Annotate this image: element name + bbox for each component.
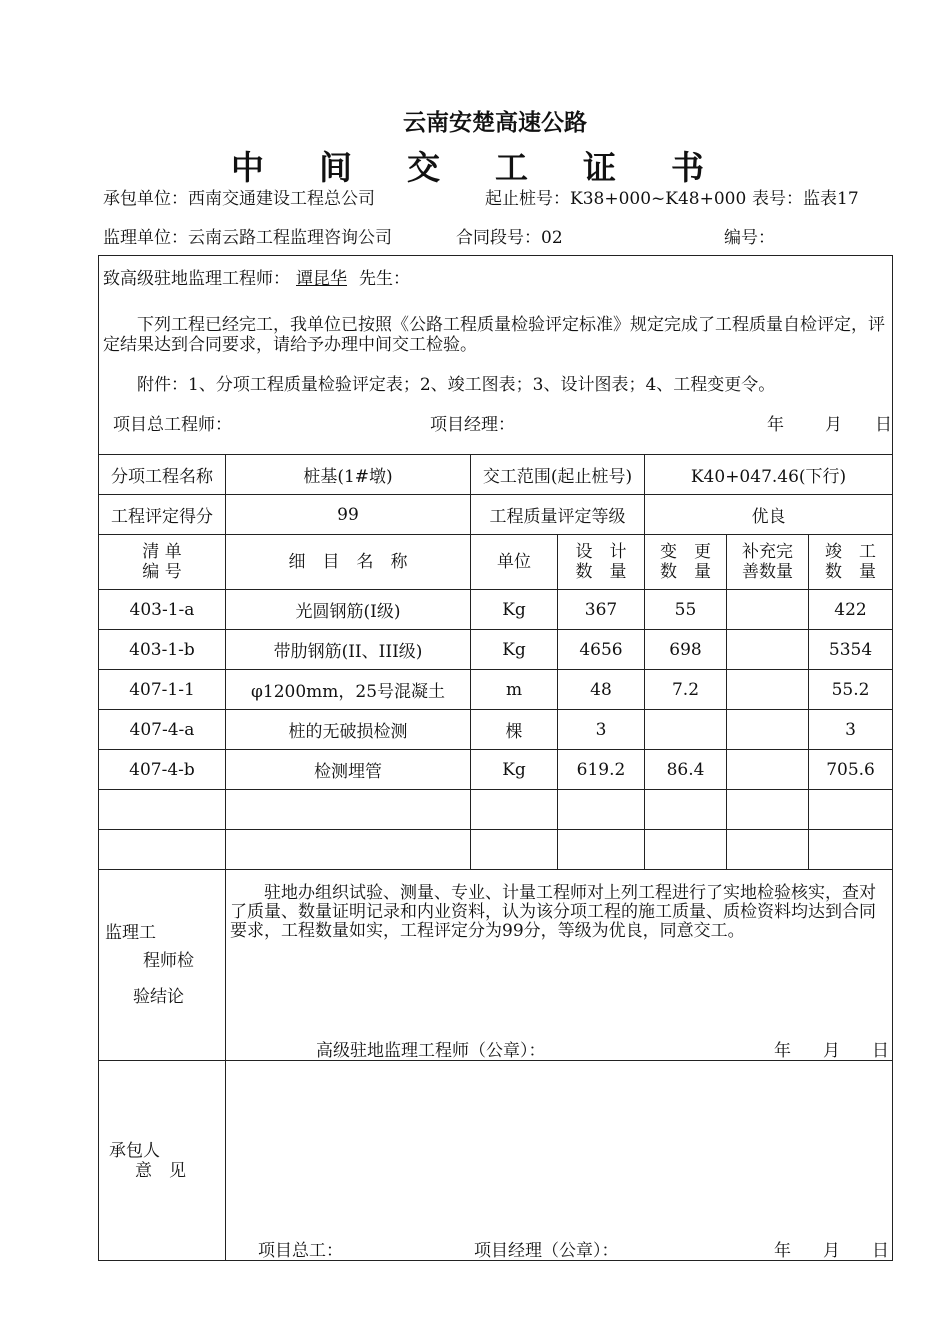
contract-label: 合同段号： — [456, 228, 541, 248]
conclusion-cell — [226, 870, 893, 1061]
col-design-header-2: 数 量 — [575, 562, 627, 582]
supervisor-label: 监理单位： — [103, 228, 188, 248]
supervisor-value: 云南云路工程监理咨询公司 — [188, 228, 392, 248]
row-code — [99, 830, 226, 870]
table-row — [99, 630, 893, 670]
table-row — [99, 670, 893, 710]
row-design: 48 — [558, 670, 645, 710]
range-label: 交工范围(起止桩号) — [471, 455, 645, 495]
row-name — [226, 830, 471, 870]
row-unit: Kg — [471, 590, 558, 630]
contractor-year: 年 — [774, 1241, 791, 1261]
table-row — [99, 590, 893, 630]
chief-engineer-label: 项目总工程师： — [113, 415, 232, 435]
form-label: 表号： — [752, 189, 803, 209]
conclusion-signer: 高级驻地监理工程师（公章）： — [316, 1041, 546, 1061]
form-value: 监表17 — [803, 189, 859, 209]
row-final: 422 — [809, 590, 893, 630]
row-code: 403-1-b — [99, 630, 226, 670]
contractor-day: 日 — [872, 1241, 889, 1261]
row-code: 407-4-b — [99, 750, 226, 790]
row-supplement — [727, 830, 809, 870]
col-supplement-header — [727, 535, 809, 590]
conclusion-label-3: 验结论 — [133, 987, 184, 1007]
contract-value: 02 — [541, 228, 563, 248]
intro-month: 月 — [825, 415, 842, 435]
contractor-value: 西南交通建设工程总公司 — [188, 189, 375, 209]
col-design-header-1: 设 计 — [575, 542, 627, 562]
row-name — [226, 790, 471, 830]
supervisor-line — [103, 223, 392, 248]
col-code-header-2: 编 号 — [142, 562, 182, 582]
col-change-header-2: 数 量 — [660, 562, 711, 582]
col-supplement-header-1: 补充完 — [742, 542, 793, 562]
row-code: 407-4-a — [99, 710, 226, 750]
row-unit: m — [471, 670, 558, 710]
row-supplement — [727, 790, 809, 830]
col-code-header — [99, 535, 226, 590]
station-line — [485, 184, 746, 209]
station-value: K38+000~K48+000 — [570, 189, 747, 209]
row-unit: Kg — [471, 750, 558, 790]
row-unit — [471, 830, 558, 870]
conclusion-label-2: 程师检 — [143, 951, 194, 971]
row-final: 55.2 — [809, 670, 893, 710]
conclusion-label-1: 监理工 — [105, 923, 156, 943]
row-supplement — [727, 590, 809, 630]
serial-label: 编号： — [724, 228, 775, 248]
row-name: 检测埋管 — [226, 750, 471, 790]
contractor-sign-line — [226, 1236, 892, 1260]
item-name-label: 分项工程名称 — [99, 455, 226, 495]
row-name: 光圆钢筋(I级) — [226, 590, 471, 630]
row-code: 403-1-a — [99, 590, 226, 630]
contractor-opinion-label-1: 承包人 — [109, 1140, 160, 1161]
col-design-header — [558, 535, 645, 590]
range-value: K40+047.46(下行) — [645, 455, 893, 495]
row-design — [558, 790, 645, 830]
row-design — [558, 830, 645, 870]
contractor-manager-label: 项目经理（公章）： — [474, 1241, 619, 1261]
addressee-line — [103, 256, 888, 301]
row-final — [809, 830, 893, 870]
col-final-header — [809, 535, 893, 590]
addressee-suffix: 先生： — [359, 268, 410, 289]
row-final: 705.6 — [809, 750, 893, 790]
row-design: 619.2 — [558, 750, 645, 790]
table-row — [99, 790, 893, 830]
project-manager-label: 项目经理： — [430, 415, 515, 435]
contractor-opinion-label-2: 意 见 — [135, 1160, 186, 1181]
col-supplement-header-2: 善数量 — [742, 562, 793, 582]
row-change: 698 — [645, 630, 727, 670]
row-unit — [471, 790, 558, 830]
intro-day: 日 — [875, 415, 892, 435]
col-change-header — [645, 535, 727, 590]
conclusion-day: 日 — [872, 1041, 889, 1061]
contractor-line — [103, 184, 375, 209]
engineer-name: 谭昆华 — [296, 268, 347, 289]
row-code — [99, 790, 226, 830]
col-unit-header: 单位 — [471, 535, 558, 590]
contract-line — [456, 223, 563, 248]
conclusion-year: 年 — [774, 1041, 791, 1061]
row-change: 86.4 — [645, 750, 727, 790]
row-supplement — [727, 750, 809, 790]
row-supplement — [727, 710, 809, 750]
contractor-opinion-label — [99, 1061, 226, 1261]
certificate-table — [98, 255, 893, 1261]
col-final-header-1: 竣 工 — [825, 542, 877, 562]
col-name-header: 细 目 名 称 — [226, 535, 471, 590]
row-final — [809, 790, 893, 830]
contractor-opinion-cell — [226, 1061, 893, 1261]
row-design: 4656 — [558, 630, 645, 670]
row-final: 3 — [809, 710, 893, 750]
col-code-header-1: 清 单 — [142, 542, 182, 562]
intro-year: 年 — [767, 415, 784, 435]
table-row — [99, 830, 893, 870]
conclusion-text: 驻地办组织试验、测量、专业、计量工程师对上列工程进行了实地检验核实，查对了质量、数量证明记录和内业资料，认为该分项工程的施工质量、质检资料均达到合同要求，工程数量如实，工程评定分为99分，等级为优良，同意交工。 — [230, 883, 876, 941]
row-design: 367 — [558, 590, 645, 630]
doc-subtitle: 中间交工证书 — [231, 148, 759, 187]
column-header-row — [99, 535, 893, 590]
score-value: 99 — [226, 495, 471, 535]
row-unit: Kg — [471, 630, 558, 670]
row-unit: 棵 — [471, 710, 558, 750]
conclusion-label — [99, 870, 226, 1061]
col-final-header-2: 数 量 — [825, 562, 877, 582]
station-label: 起止桩号： — [485, 189, 570, 209]
row-change — [645, 710, 727, 750]
contractor-label: 承包单位： — [103, 189, 188, 209]
item-name-value: 桩基(1#墩) — [226, 455, 471, 495]
conclusion-month: 月 — [823, 1041, 840, 1061]
row-supplement — [727, 670, 809, 710]
form-line — [752, 184, 859, 209]
row-change: 55 — [645, 590, 727, 630]
row-supplement — [727, 630, 809, 670]
addressee-prefix: 致高级驻地监理工程师： — [103, 268, 290, 289]
table-row — [99, 710, 893, 750]
table-row — [99, 750, 893, 790]
row-name: 桩的无破损检测 — [226, 710, 471, 750]
row-name: 带肋钢筋(II、III级) — [226, 630, 471, 670]
row-change: 7.2 — [645, 670, 727, 710]
conclusion-sign-line — [226, 1036, 892, 1060]
row-final: 5354 — [809, 630, 893, 670]
intro-body: 下列工程已经完工，我单位已按照《公路工程质量检验评定标准》规定完成了工程质量自检评定，评定结果达到合同要求，请给予办理中间交工检验。 — [103, 315, 885, 355]
row-code: 407-1-1 — [99, 670, 226, 710]
row-change — [645, 830, 727, 870]
row-name: φ1200mm，25号混凝土 — [226, 670, 471, 710]
row-change — [645, 790, 727, 830]
attachments-line: 附件：1、分项工程质量检验评定表；2、竣工图表；3、设计图表；4、工程变更令。 — [137, 375, 776, 395]
score-label: 工程评定得分 — [99, 495, 226, 535]
grade-label: 工程质量评定等级 — [471, 495, 645, 535]
col-change-header-1: 变 更 — [660, 542, 711, 562]
intro-sign-line — [103, 415, 892, 437]
row-design: 3 — [558, 710, 645, 750]
intro-cell — [99, 256, 893, 455]
grade-value: 优良 — [645, 495, 893, 535]
contractor-month: 月 — [823, 1241, 840, 1261]
contractor-chief-label: 项目总工： — [258, 1241, 343, 1261]
doc-title: 云南安楚高速公路 — [403, 110, 587, 136]
